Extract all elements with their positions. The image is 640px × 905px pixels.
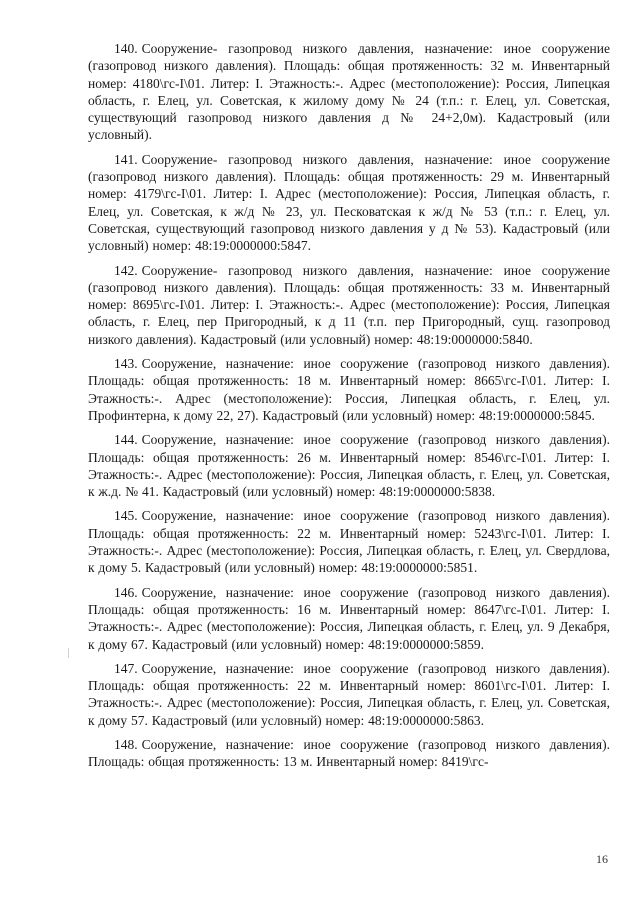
item-text: Сооружение, назначение: иное сооружение (газопровод низкого давления). Площадь: общая протяженность: 26 м. Инвентарный номер: 8546\гс-I\01. Литер: I. Этажность:-. Адрес (местоположение): Россия, Липецкая область, г. Елец, ул. Советская, к ж.д. № 41. Кадастровый (или условный) номер: 48:19:0000000:5838. bbox=[88, 432, 610, 500]
item-text: Сооружение, назначение: иное сооружение (газопровод низкого давления). Площадь: общая протяженность: 22 м. Инвентарный номер: 5243\гс-I\01. Литер: I. Этажность:-. Адрес (местоположение): Россия, Липецкая область, г. Елец, ул. Свердлова, к дому 5. Кадастровый (или условный) номер: 48:19:0000000:5851. bbox=[88, 508, 610, 576]
list-item bbox=[88, 584, 610, 653]
list-item bbox=[88, 431, 610, 500]
list-item bbox=[88, 262, 610, 348]
scan-artifact bbox=[68, 648, 69, 658]
list-item bbox=[88, 507, 610, 576]
item-number: 148. bbox=[114, 736, 138, 752]
list-item bbox=[88, 736, 610, 771]
item-number: 141. bbox=[114, 151, 138, 167]
item-number: 146. bbox=[114, 584, 138, 600]
item-number: 144. bbox=[114, 432, 138, 448]
item-number: 142. bbox=[114, 262, 138, 278]
document-body bbox=[88, 40, 610, 778]
item-number: 143. bbox=[114, 356, 138, 372]
item-number: 147. bbox=[114, 660, 138, 676]
item-text: Сооружение, назначение: иное сооружение (газопровод низкого давления). Площадь: общая протяженность: 22 м. Инвентарный номер: 8601\гс-I\01. Литер: I. Этажность:-. Адрес (местоположение): Россия, Липецкая область, г. Елец, ул. Советская, к дому 57. Кадастровый (или условный) номер: 48:19:0000000:5863. bbox=[88, 660, 610, 728]
item-text: Сооружение- газопровод низкого давления, назначение: иное сооружение (газопровод низкого давления). Площадь: общая протяженность: 29 м. Инвентарный номер: 4179\гс-I\01. Литер: I. Адрес (местоположение): Россия, Липецкая область, г. Елец, ул. Советская, к ж/д № 23, ул. Песковатская к ж/д № 53 (т.п.: г. Елец, ул. Советская, существующий газопровод низкого давления у д № 53). Кадастровый (или условный) номер: 48:19:0000000:5847. bbox=[88, 151, 610, 254]
item-text: Сооружение- газопровод низкого давления, назначение: иное сооружение (газопровод низкого давления). Площадь: общая протяженность: 32 м. Инвентарный номер: 4180\гс-I\01. Литер: I. Этажность:-. Адрес (местоположение): Россия, Липецкая область, г. Елец, ул. Советская, к жилому дому № 24 (т.п.: г. Елец, ул. Советская, существующий газопровод низкого давления д № 24+2,0м). Кадастровый (или условный). bbox=[88, 41, 610, 143]
list-item bbox=[88, 151, 610, 255]
item-text: Сооружение, назначение: иное сооружение (газопровод низкого давления). Площадь: общая протяженность: 18 м. Инвентарный номер: 8665\гс-I\01. Литер: I. Этажность:-. Адрес (местоположение): Россия, Липецкая область, г. Елец, ул. Профинтерна, к дому 22, 27). Кадастровый (или условный) номер: 48:19:0000000:5845. bbox=[88, 356, 610, 423]
item-text: Сооружение, назначение: иное сооружение (газопровод низкого давления). Площадь: общая протяженность: 16 м. Инвентарный номер: 8647\гс-I\01. Литер: I. Этажность:-. Адрес (местоположение): Россия, Липецкая область, г. Елец, ул. 9 Декабря, к дому 67. Кадастровый (или условный) номер: 48:19:0000000:5859. bbox=[88, 584, 610, 652]
item-text: Сооружение- газопровод низкого давления, назначение: иное сооружение (газопровод низкого давления). Площадь: общая протяженность: 33 м. Инвентарный номер: 8695\гс-I\01. Литер: I. Этажность:-. Адрес (местоположение): Россия, Липецкая область, г. Елец, пер Пригородный, к д 11 (т.п. пер Пригородный, сущ. газопровод низкого давления). Кадастровый (или условный) номер: 48:19:0000000:5840. bbox=[88, 262, 610, 347]
list-item bbox=[88, 355, 610, 424]
list-item bbox=[88, 660, 610, 729]
item-number: 145. bbox=[114, 508, 138, 524]
item-number: 140. bbox=[114, 41, 138, 56]
item-text: Сооружение, назначение: иное сооружение (газопровод низкого давления). Площадь: общая протяженность: 13 м. Инвентарный номер: 8419\гс- bbox=[88, 736, 610, 770]
list-item bbox=[88, 40, 610, 144]
page-number: 16 bbox=[596, 852, 608, 866]
